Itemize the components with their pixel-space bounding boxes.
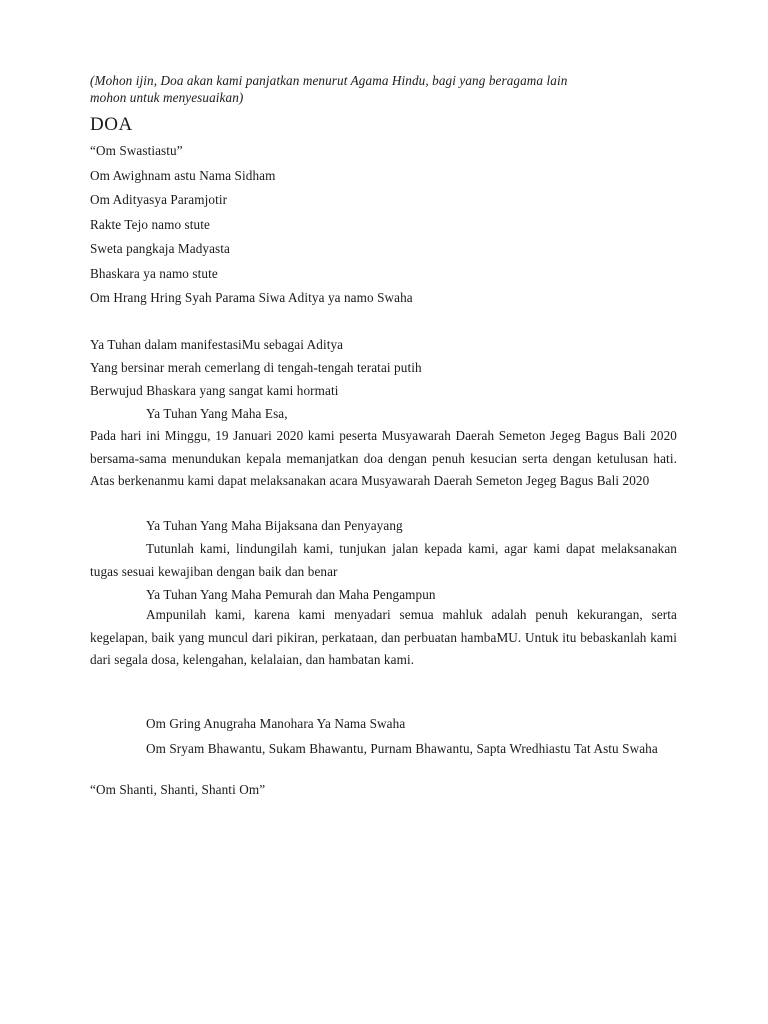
closing-line: “Om Shanti, Shanti, Shanti Om” (90, 782, 266, 797)
address-line: Ya Tuhan Yang Maha Bijaksana dan Penyayang (146, 518, 403, 533)
permission-note-line-1: (Mohon ijin, Doa akan kami panjatkan menurut Agama Hindu, bagi yang beragama lain (90, 73, 568, 88)
document-title: DOA (90, 114, 133, 135)
mantra-line: Bhaskara ya namo stute (90, 266, 218, 281)
mantra-line: Om Adityasya Paramjotir (90, 192, 228, 207)
permission-note-line-2: mohon untuk menyesuaikan) (90, 90, 244, 105)
mantra-line: Om Hrang Hring Syah Parama Siwa Aditya ya namo Swaha (90, 290, 413, 305)
address-line: Ya Tuhan Yang Maha Esa, (146, 406, 288, 421)
invocation-line: Berwujud Bhaskara yang sangat kami hormati (90, 383, 339, 398)
prayer-paragraph: Ampunilah kami, karena kami menyadari semua mahluk adalah penuh kekurangan, serta kegelapan, baik yang muncul dari pikiran, perkataan, dan perbuatan hambaMU. Untuk itu bebaskanlah kami dari segala dosa, kelengahan, kelalaian, dan hambatan kami. (90, 607, 677, 668)
closing-paragraph: Om Sryam Bhawantu, Sukam Bhawantu, Purnam Bhawantu, Sapta Wredhiastu Tat Astu Swaha (146, 741, 658, 756)
address-line: Ya Tuhan Yang Maha Pemurah dan Maha Pengampun (146, 587, 436, 602)
prayer-paragraph: Pada hari ini Minggu, 19 Januari 2020 kami peserta Musyawarah Daerah Semeton Jegeg Bagus Bali 2020 bersama-sama menundukan kepala memanjatkan doa dengan penuh kesucian serta dengan ketulusan hati. Atas berkenanmu kami dapat melaksanakan acara Musyawarah Daerah Semeton Jegeg Bagus Bali 2020 (90, 428, 677, 489)
invocation-line: Ya Tuhan dalam manifestasiMu sebagai Aditya (90, 337, 344, 352)
mantra-line: “Om Swastiastu” (90, 143, 183, 158)
mantra-line: Om Awighnam astu Nama Sidham (90, 168, 276, 183)
mantra-line: Sweta pangkaja Madyasta (90, 241, 230, 256)
prayer-paragraph: Tutunlah kami, lindungilah kami, tunjukan jalan kepada kami, agar kami dapat melaksanakan tugas sesuai kewajiban dengan baik dan benar (90, 541, 677, 579)
mantra-line: Rakte Tejo namo stute (90, 217, 210, 232)
invocation-line: Yang bersinar merah cemerlang di tengah-tengah teratai putih (90, 360, 422, 375)
closing-line: Om Gring Anugraha Manohara Ya Nama Swaha (146, 716, 406, 731)
